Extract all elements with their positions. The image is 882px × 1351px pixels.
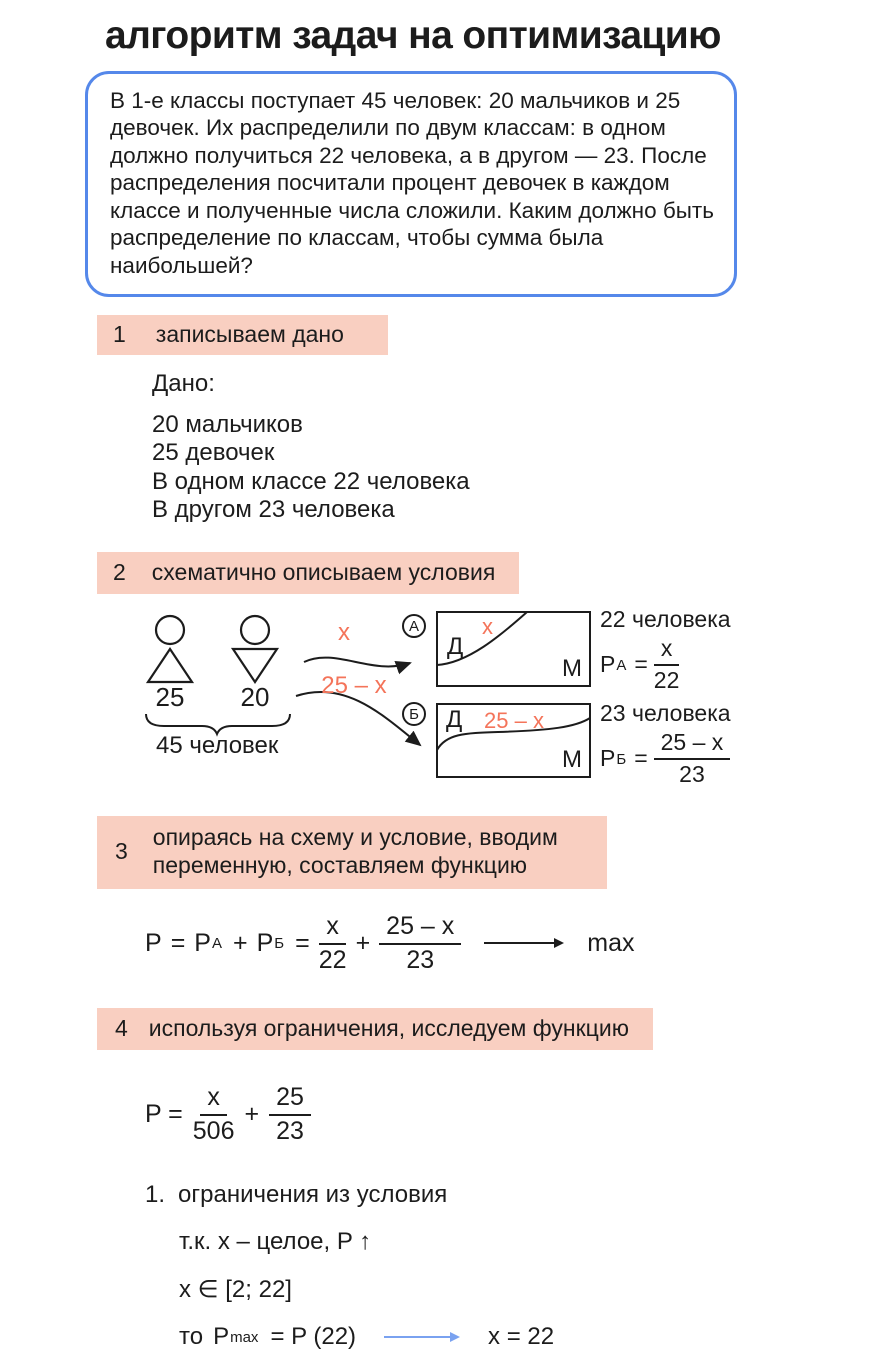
step-2-number: 2 bbox=[113, 559, 126, 586]
p-symbol: P bbox=[600, 745, 616, 772]
function-formula bbox=[145, 913, 882, 974]
class-b-info bbox=[600, 700, 731, 787]
fraction-denominator: 506 bbox=[192, 1116, 235, 1145]
fraction-denominator: 23 bbox=[406, 945, 435, 974]
fraction bbox=[319, 913, 347, 974]
plus-sign: + bbox=[355, 928, 371, 957]
fraction-numerator: 25 – x bbox=[654, 730, 731, 760]
flow-bottom-label: 25 – x bbox=[321, 672, 387, 700]
p-symbol: P bbox=[600, 651, 616, 678]
class-a-formula bbox=[600, 636, 731, 693]
fraction bbox=[193, 1084, 235, 1145]
list-number: 1. bbox=[145, 1180, 166, 1208]
class-b-formula bbox=[600, 730, 731, 787]
conclusion-line bbox=[179, 1323, 882, 1351]
given-item: 20 мальчиков bbox=[152, 411, 303, 439]
equals-sign: = bbox=[170, 928, 186, 957]
constraints-heading bbox=[145, 1181, 882, 1209]
boys-count: 20 bbox=[240, 682, 270, 713]
p-equals: P = bbox=[145, 1099, 183, 1128]
p-symbol: P bbox=[256, 928, 274, 957]
scheme-diagram bbox=[130, 606, 878, 796]
p-symbol: P bbox=[194, 928, 211, 957]
fraction-numerator: 25 bbox=[269, 1084, 311, 1116]
plus-sign: + bbox=[244, 1099, 260, 1128]
class-a-boys-label: М bbox=[562, 655, 582, 683]
fraction bbox=[654, 730, 731, 787]
p-subscript: Б bbox=[616, 751, 627, 769]
constraints-title: ограничения из условия bbox=[178, 1180, 448, 1208]
class-b-girls-label: Д bbox=[446, 706, 463, 734]
p-subscript: А bbox=[616, 657, 627, 675]
fraction-denominator: 23 bbox=[679, 761, 705, 788]
class-b-size: 23 человека bbox=[600, 700, 731, 727]
blue-right-arrow-icon bbox=[384, 1330, 460, 1344]
equals-sign: = bbox=[295, 928, 310, 957]
arrow-to-class-b-icon bbox=[296, 692, 420, 745]
constraints-analysis bbox=[145, 1181, 882, 1351]
plus-sign: + bbox=[233, 928, 248, 957]
step-1-header bbox=[97, 315, 388, 355]
step-4-number: 4 bbox=[115, 1014, 128, 1041]
class-a-girls-label: Д bbox=[447, 633, 464, 661]
fraction-denominator: 22 bbox=[653, 667, 680, 694]
step-4-label: используя ограничения, исследуем функцию bbox=[148, 1014, 629, 1041]
class-a-size: 22 человека bbox=[600, 606, 731, 633]
given-heading: Дано: bbox=[152, 370, 215, 398]
total-label: 45 человек bbox=[156, 732, 279, 760]
class-b-boys-label: М bbox=[562, 746, 582, 774]
class-b-inner-label: 25 – x bbox=[484, 708, 544, 734]
arrow-to-class-a-icon bbox=[304, 658, 410, 667]
conclusion-prefix: то bbox=[179, 1322, 204, 1350]
problem-text: В 1-е классы поступает 45 человек: 20 мальчиков и 25 девочек. Их распределили по двум классам: в одном должно получиться 22 человека, а в другом — 23. После распределения посчитали процент девочек в каждом классе и полученные числа сложили. Каким должно быть распределение по классам, чтобы сумма была наибольшей? bbox=[110, 88, 714, 278]
given-item: В одном классе 22 человека bbox=[152, 467, 470, 495]
step-3-number: 3 bbox=[115, 838, 128, 865]
boy-figure-icon bbox=[233, 616, 277, 682]
conclusion-equation: = P (22) bbox=[270, 1322, 357, 1350]
fraction bbox=[654, 636, 680, 693]
brace-icon bbox=[146, 714, 290, 734]
fraction-denominator: 22 bbox=[318, 945, 347, 974]
p-subscript: А bbox=[211, 934, 222, 952]
given-item: 25 девочек bbox=[152, 439, 275, 467]
class-a-inner-label: x bbox=[482, 614, 493, 640]
step-4-header bbox=[97, 1008, 653, 1050]
equals-sign: = bbox=[634, 651, 648, 678]
flow-top-label: x bbox=[338, 619, 350, 647]
girl-figure-icon bbox=[148, 616, 192, 682]
p-symbol: P bbox=[145, 928, 162, 957]
step-2-label: схематично описываем условия bbox=[151, 559, 496, 586]
fraction-numerator: 25 – x bbox=[379, 913, 461, 945]
step-3-header bbox=[97, 816, 607, 888]
step-2-header bbox=[97, 552, 519, 594]
girls-count: 25 bbox=[155, 682, 185, 713]
fraction bbox=[379, 913, 461, 974]
equals-sign: = bbox=[634, 745, 648, 772]
step-1-number: 1 bbox=[113, 321, 126, 348]
problem-statement-box bbox=[85, 71, 737, 297]
scheme-drawing bbox=[130, 606, 878, 796]
max-goal-label: max bbox=[587, 928, 635, 957]
constraint-line-integer: т.к. x – целое, P ↑ bbox=[179, 1227, 372, 1255]
right-arrow-icon bbox=[484, 936, 564, 950]
class-a-badge: А bbox=[408, 618, 420, 636]
conclusion-result: x = 22 bbox=[488, 1322, 555, 1350]
fraction-numerator: x bbox=[319, 913, 346, 945]
p-subscript: Б bbox=[274, 934, 285, 952]
worksheet-page bbox=[0, 14, 882, 1350]
p-subscript: max bbox=[230, 1328, 259, 1346]
p-symbol: P bbox=[213, 1322, 230, 1350]
constraint-line-range: x ∈ [2; 22] bbox=[179, 1275, 292, 1303]
reduced-formula bbox=[145, 1084, 882, 1145]
fraction-denominator: 23 bbox=[276, 1116, 304, 1145]
fraction bbox=[269, 1084, 311, 1145]
given-item: В другом 23 человека bbox=[152, 496, 395, 523]
fraction-numerator: x bbox=[654, 636, 680, 666]
given-section bbox=[152, 370, 882, 524]
step-1-label: записываем дано bbox=[155, 321, 344, 348]
page-title: алгоритм задач на оптимизацию bbox=[105, 14, 721, 57]
class-b-badge: Б bbox=[409, 706, 419, 724]
step-3-label: опираясь на схему и условие, вводим переменную, составляем функцию bbox=[152, 824, 558, 878]
class-a-info bbox=[600, 606, 731, 693]
fraction-numerator: x bbox=[200, 1084, 227, 1116]
